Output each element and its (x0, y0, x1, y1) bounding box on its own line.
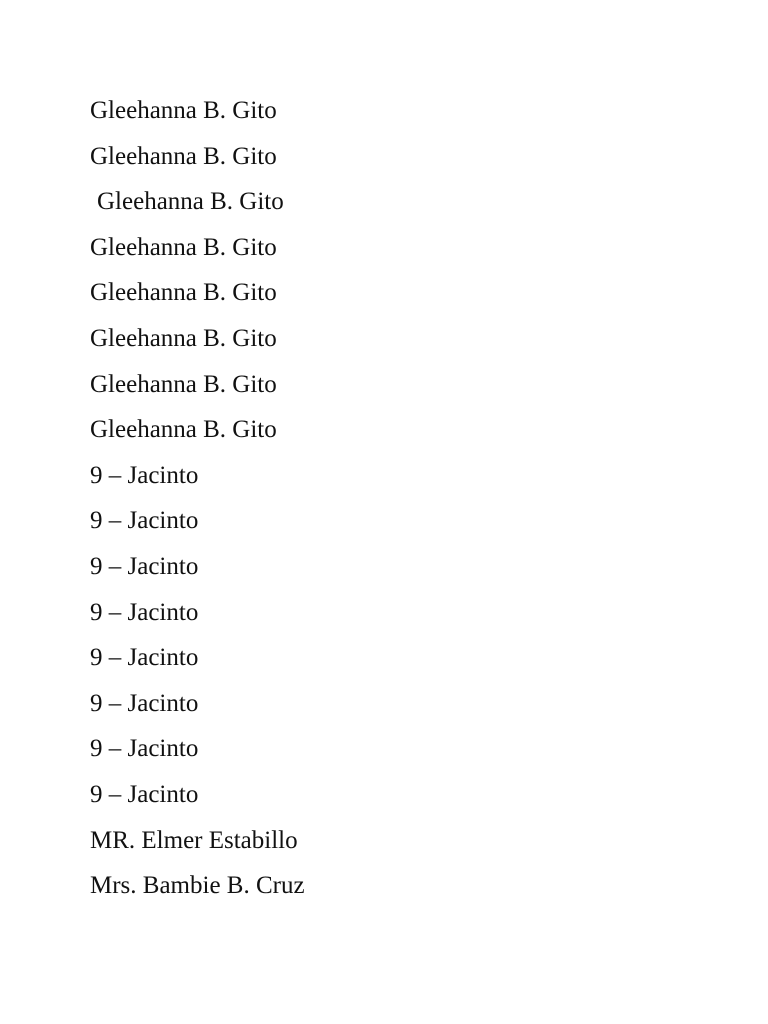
student-name-line: Gleehanna B. Gito (97, 188, 284, 216)
text-lines (90, 88, 305, 909)
teacher-name-line: Mrs. Bambie B. Cruz (90, 872, 305, 900)
section-line: 9 – Jacinto (90, 644, 199, 672)
section-line: 9 – Jacinto (90, 552, 199, 580)
section-line: 9 – Jacinto (90, 507, 199, 535)
section-line: 9 – Jacinto (90, 689, 199, 717)
student-name-line: Gleehanna B. Gito (90, 142, 277, 170)
student-name-line: Gleehanna B. Gito (90, 370, 277, 398)
student-name-line: Gleehanna B. Gito (90, 97, 277, 124)
student-name-line: Gleehanna B. Gito (90, 324, 277, 352)
section-line: 9 – Jacinto (90, 461, 199, 489)
section-line: 9 – Jacinto (90, 598, 199, 626)
student-name-line: Gleehanna B. Gito (90, 279, 277, 307)
section-line: 9 – Jacinto (90, 735, 199, 763)
student-name-line: Gleehanna B. Gito (90, 233, 277, 261)
teacher-name-line: MR. Elmer Estabillo (90, 826, 298, 854)
section-line: 9 – Jacinto (90, 780, 199, 808)
student-name-line: Gleehanna B. Gito (90, 416, 277, 444)
